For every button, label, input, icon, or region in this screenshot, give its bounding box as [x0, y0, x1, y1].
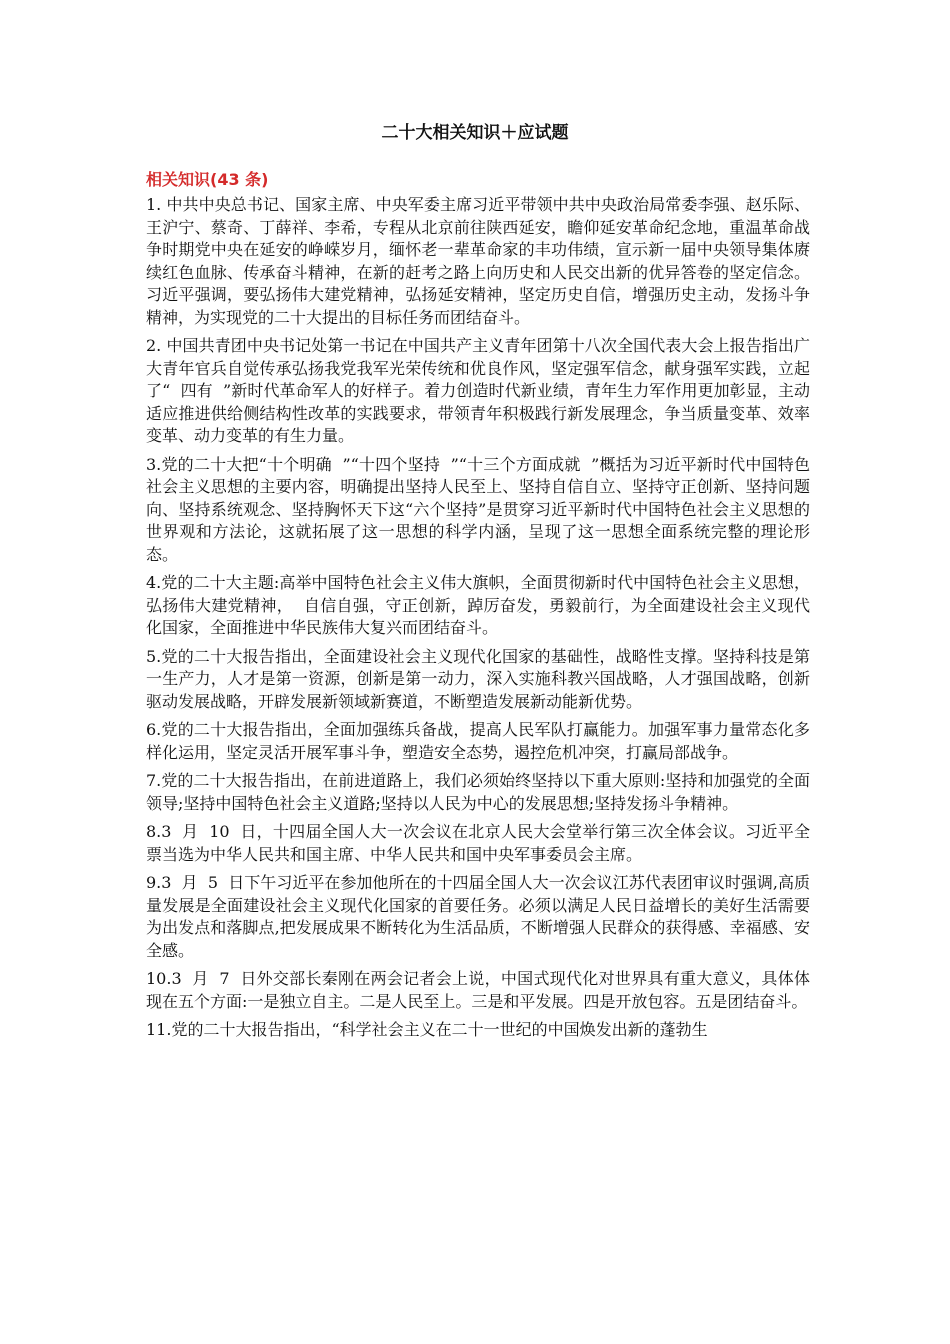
paragraph-4: 4.党的二十大主题:高举中国特色社会主义伟大旗帜，全面贯彻新时代中国特色社会主义思想，弘扬伟大建党精神， 自信自强，守正创新，踔厉奋发，勇毅前行，为全面建设社会主义现代化国家，全面推进中华民族伟大复兴而团结奋斗。: [146, 573, 810, 637]
paragraph-7: 7.党的二十大报告指出，在前进道路上，我们必须始终坚持以下重大原则:坚持和加强党的全面领导;坚持中国特色社会主义道路;坚持以人民为中心的发展思想;坚持发扬斗争精神。: [146, 771, 810, 813]
paragraph-10: 10.3 月 7 日外交部长秦刚在两会记者会上说，中国式现代化对世界具有重大意义，具体体现在五个方面:一是独立自主。二是人民至上。三是和平发展。四是开放包容。五是团结奋斗。: [146, 969, 810, 1011]
paragraph-9: 9.3 月 5 日下午习近平在参加他所在的十四届全国人大一次会议江苏代表团审议时强调,高质量发展是全面建设社会主义现代化国家的首要任务。必须以满足人民日益增长的美好生活需要为出发点和落脚点,把发展成果不断转化为生活品质，不断增强人民群众的获得感、幸福感、安全感。: [146, 873, 810, 960]
paragraph-6: 6.党的二十大报告指出，全面加强练兵备战，提高人民军队打赢能力。加强军事力量常态化多样化运用，坚定灵活开展军事斗争，塑造安全态势，遏控危机冲突，打赢局部战争。: [146, 720, 810, 762]
paragraph-5: 5.党的二十大报告指出，全面建设社会主义现代化国家的基础性，战略性支撑。坚持科技是第一生产力，人才是第一资源，创新是第一动力，深入实施科教兴国战略，人才强国战略，创新驱动发展战略，开辟发展新领域新赛道，不断塑造发展新动能新优势。: [146, 646, 810, 711]
paragraph-11: 11.党的二十大报告指出，“科学社会主义在二十一世纪的中国焕发出新的蓬勃生: [146, 1020, 708, 1039]
paragraph-3: 3.党的二十大把“十个明确 ”“十四个坚持 ”“十三个方面成就 ”概括为习近平新时代中国特色社会主义思想的主要内容，明确提出坚持人民至上、坚持自信自立、坚持守正创新、坚持问题向、坚持系统观念、坚持胸怀天下这“六个坚持”是贯穿习近平新时代中国特色社会主义思想的世界观和方法论，这就拓展了这一思想的科学内涵，呈现了这一思想全面系统完整的理论形态。: [146, 454, 810, 564]
section-heading: 相关知识(43 条): [146, 170, 269, 189]
document-title: 二十大相关知识＋应试题: [381, 123, 569, 143]
paragraph-8: 8.3 月 10 日，十四届全国人大一次会议在北京人民大会堂举行第三次全体会议。习近平全票当选为中华人民共和国主席、中华人民共和国中央军事委员会主席。: [146, 822, 810, 864]
paragraph-2: 2. 中国共青团中央书记处第一书记在中国共产主义青年团第十八次全国代表大会上报告指出广大青年官兵自觉传承弘扬我党我军光荣传统和优良作风，坚定强军信念，献身强军实践，立起了“ 四有 ”新时代革命军人的好样子。着力创造时代新业绩，青年生力军作用更加彰显，主动适应推进供给侧结构性改革的实践要求，带领青年积极践行新发展理念，争当质量变革、效率变革、动力变革的有生力量。: [146, 336, 810, 445]
document-body: [146, 194, 810, 1048]
paragraph-1: 1. 中共中央总书记、国家主席、中央军委主席习近平带领中共中央政治局常委李强、赵乐际、王沪宁、蔡奇、丁薛祥、李希，专程从北京前往陕西延安，瞻仰延安革命纪念地，重温革命战争时期党中央在延安的峥嵘岁月，缅怀老一辈革命家的丰功伟绩，宣示新一届中央领导集体赓续红色血脉、传承奋斗精神，在新的赶考之路上向历史和人民交出新的优异答卷的坚定信念。习近平强调，要弘扬伟大建党精神，弘扬延安精神，坚定历史自信，增强历史主动，发扬斗争精神，为实现党的二十大提出的目标任务而团结奋斗。: [146, 195, 810, 327]
